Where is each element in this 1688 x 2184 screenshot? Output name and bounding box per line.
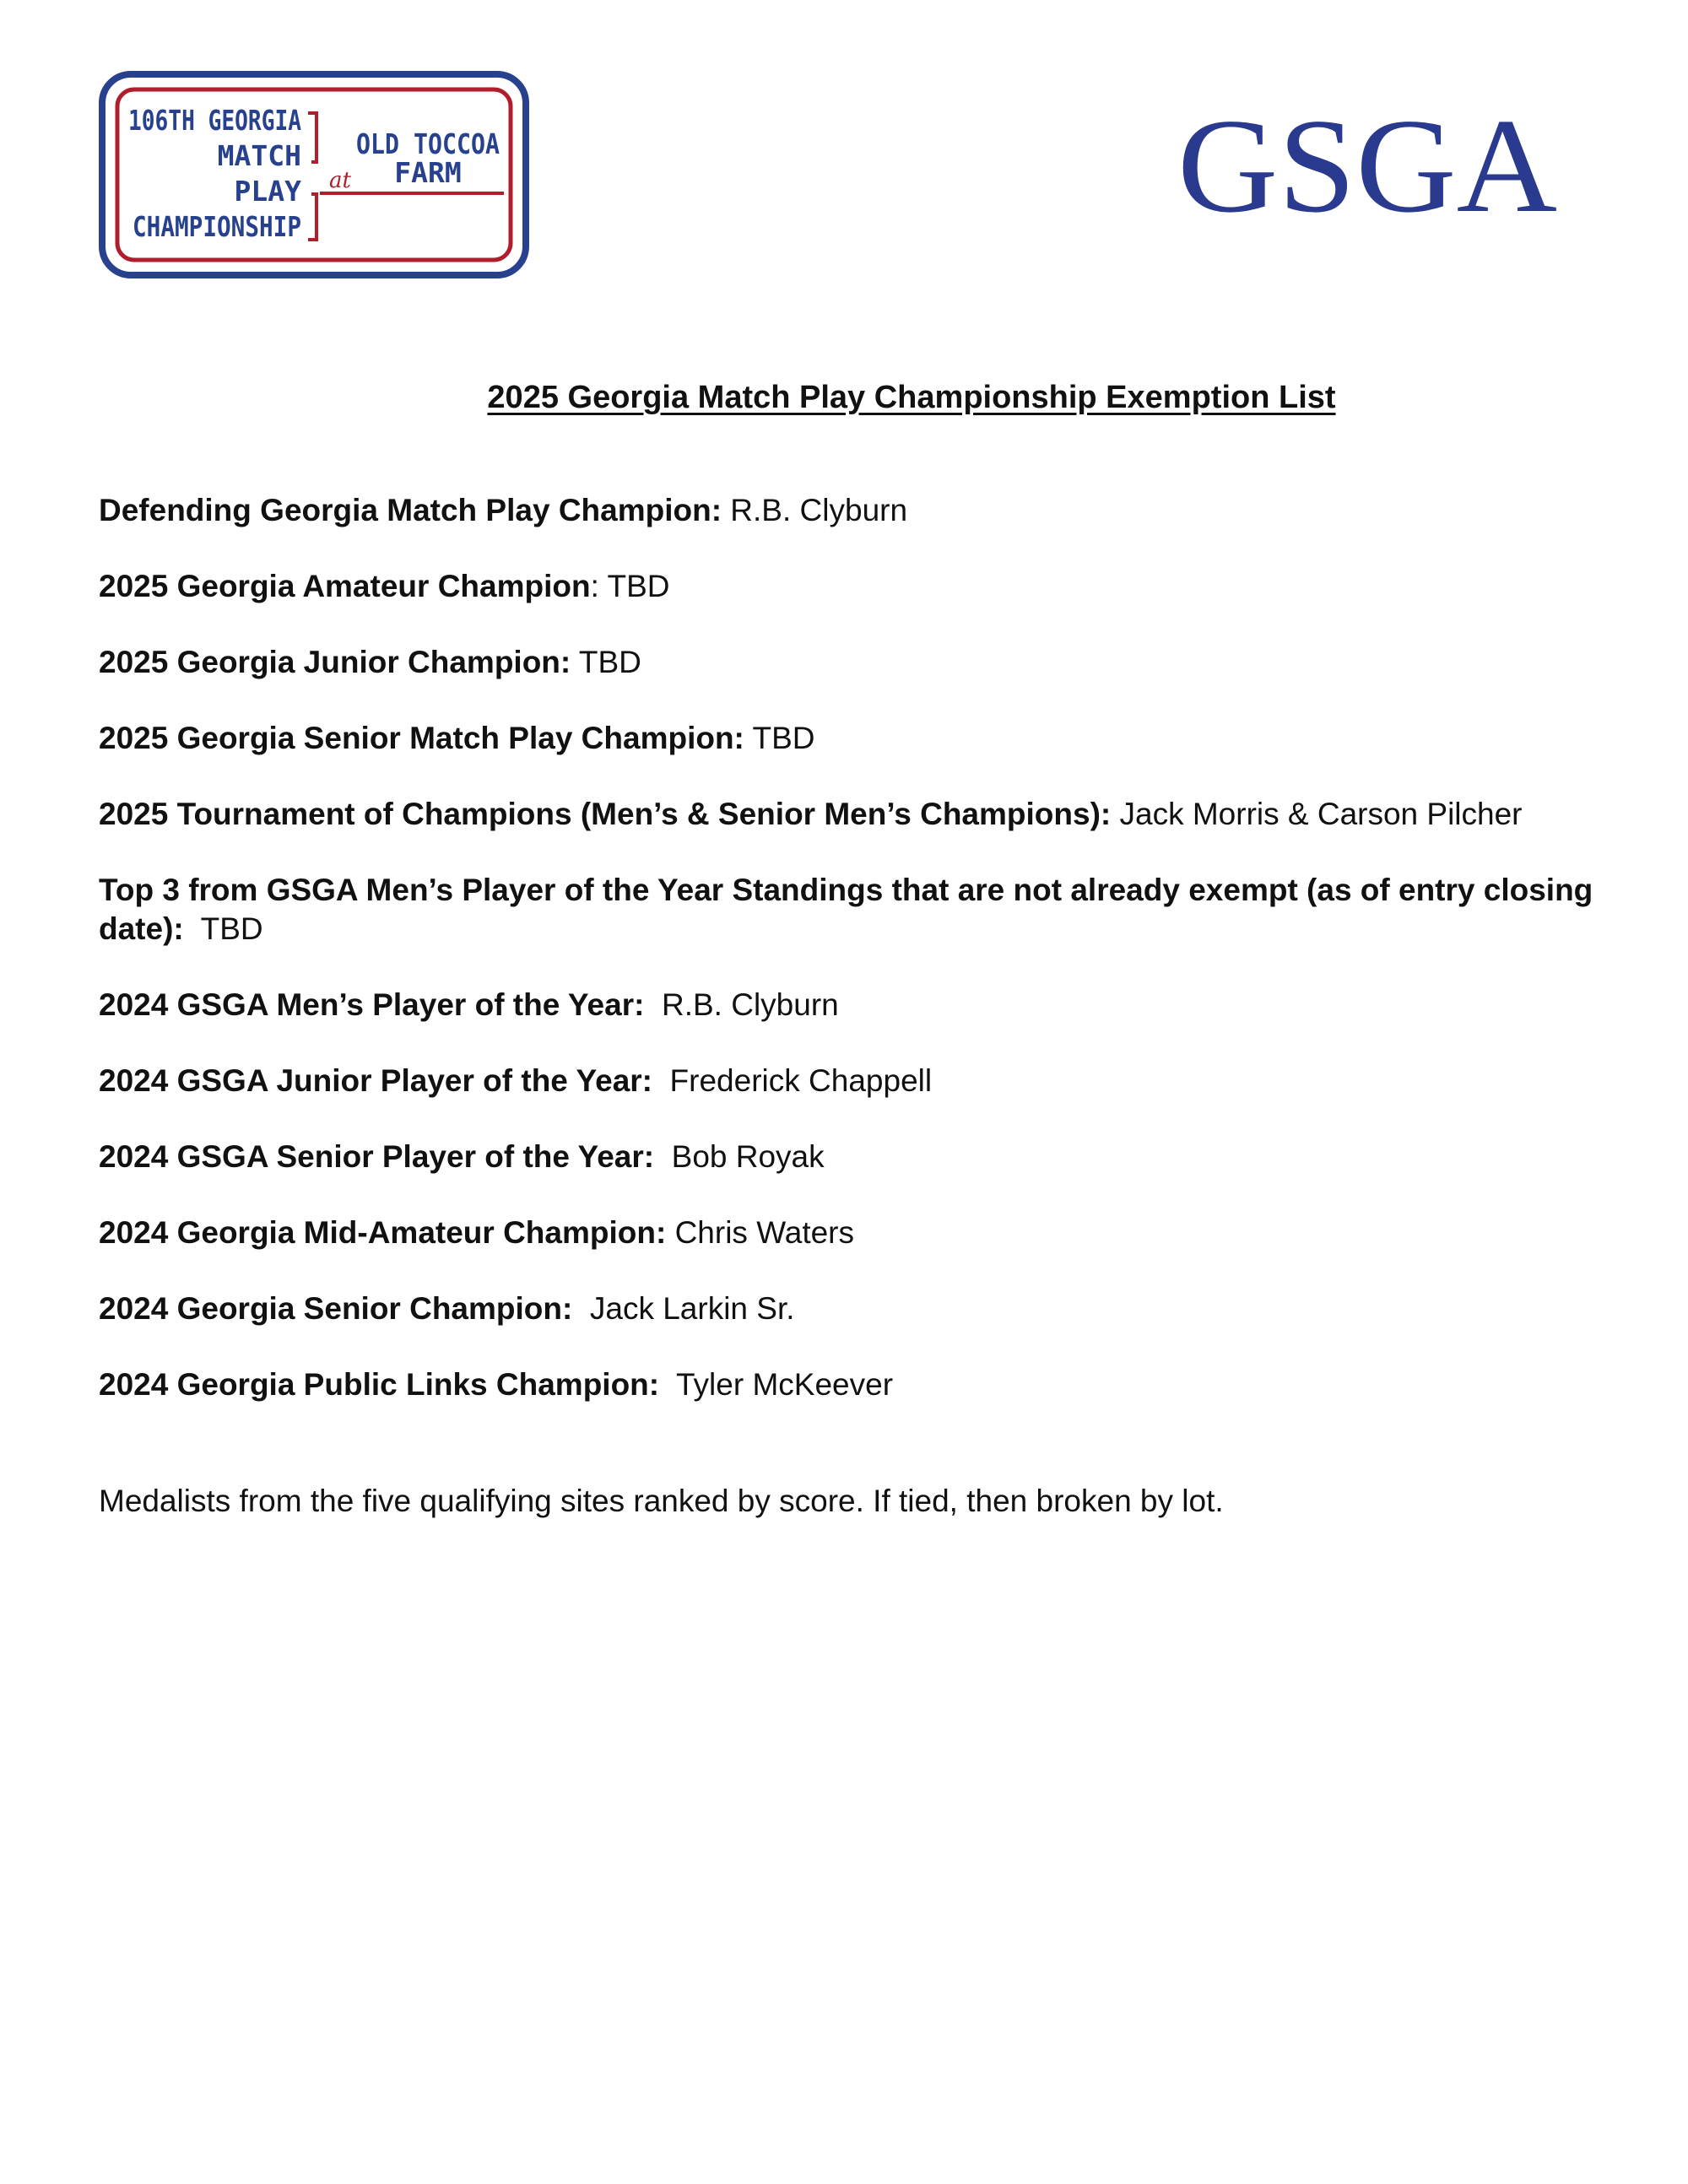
- exemption-value: Bob Royak: [654, 1139, 825, 1174]
- exemption-label: 2025 Georgia Senior Match Play Champion:: [99, 721, 744, 755]
- exemption-value: Jack Larkin Sr.: [572, 1291, 795, 1326]
- exemption-value: Chris Waters: [666, 1215, 855, 1250]
- exemption-item: [99, 1365, 1618, 1404]
- badge-venue-2: FARM: [394, 156, 462, 189]
- championship-badge-logo: [99, 71, 529, 278]
- exemption-label: 2024 GSGA Junior Player of the Year:: [99, 1063, 652, 1098]
- exemption-value: : TBD: [590, 569, 670, 603]
- exemption-value: R.B. Clyburn: [722, 493, 908, 527]
- gsga-logo: [1177, 100, 1561, 239]
- exemption-value: Tyler McKeever: [659, 1367, 894, 1402]
- badge-line-1: 106TH GEORGIA: [128, 104, 302, 137]
- medalists-note: Medalists from the five qualifying sites ranked by score. If tied, then broken by lot.: [99, 1484, 1224, 1518]
- document-title: 2025 Georgia Match Play Championship Exemption List: [487, 380, 1336, 415]
- exemption-label: 2024 Georgia Mid-Amateur Champion:: [99, 1215, 667, 1250]
- exemption-value: TBD: [744, 721, 815, 755]
- exemption-label: 2025 Georgia Amateur Champion: [99, 569, 591, 603]
- exemption-value: Jack Morris & Carson Pilcher: [1111, 797, 1523, 831]
- exemption-item: [99, 1289, 1618, 1328]
- badge-line-4: CHAMPIONSHIP: [133, 210, 301, 243]
- exemption-label: 2024 Georgia Senior Champion:: [99, 1291, 573, 1326]
- badge-venue-1: OLD TOCCOA: [356, 127, 500, 160]
- exemption-label: 2024 GSGA Senior Player of the Year:: [99, 1139, 655, 1174]
- exemption-label: Defending Georgia Match Play Champion:: [99, 493, 722, 527]
- exemption-item: [99, 871, 1618, 949]
- exemption-label: 2025 Georgia Junior Champion:: [99, 645, 571, 679]
- exemption-item: [99, 1214, 1618, 1252]
- exemption-item: [99, 986, 1618, 1024]
- exemption-item: [99, 795, 1618, 834]
- exemption-item: [99, 1138, 1618, 1176]
- exemption-value: Frederick Chappell: [652, 1063, 933, 1098]
- exemption-label: 2024 Georgia Public Links Champion:: [99, 1367, 660, 1402]
- exemption-label: 2024 GSGA Men’s Player of the Year:: [99, 987, 645, 1022]
- exemption-item: [99, 1062, 1618, 1100]
- badge-at: at: [329, 168, 351, 193]
- exemption-item: [99, 567, 1618, 606]
- exemption-list: [99, 491, 1618, 1441]
- exemption-value: TBD: [571, 645, 641, 679]
- exemption-label: 2025 Tournament of Champions (Men’s & Senior Men’s Champions):: [99, 797, 1112, 831]
- badge-line-2: MATCH: [217, 139, 301, 172]
- exemption-value: R.B. Clyburn: [644, 987, 839, 1022]
- gsga-logo-text: GSGA: [1177, 100, 1557, 239]
- badge-line-3: PLAY: [234, 175, 301, 208]
- exemption-value: TBD: [183, 911, 263, 946]
- exemption-label: Top 3 from GSGA Men’s Player of the Year Standings that are not already exempt (as of entry closing date):: [99, 873, 1593, 946]
- exemption-item: [99, 491, 1618, 530]
- exemption-item: [99, 643, 1618, 682]
- exemption-item: [99, 719, 1618, 758]
